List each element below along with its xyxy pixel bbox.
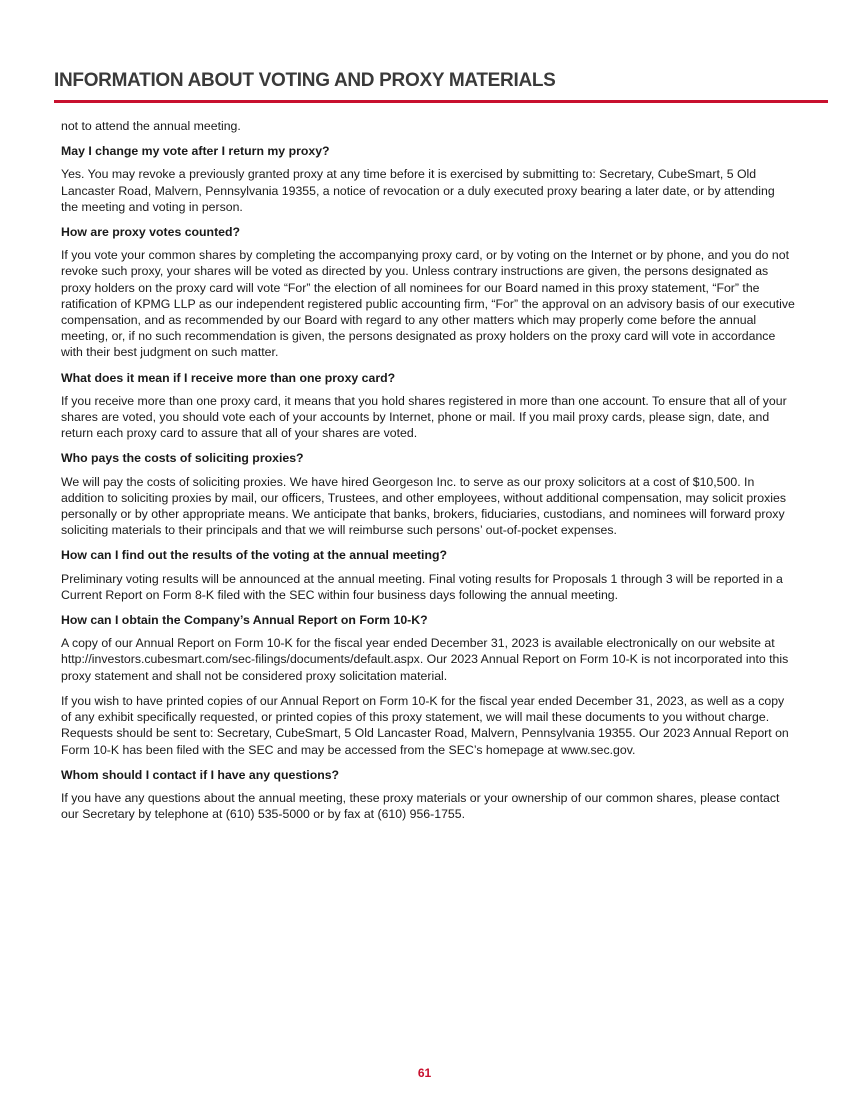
answer-annual-report-online: A copy of our Annual Report on Form 10-K for the fiscal year ended December 31, 2023 is available electronically on our website at http://investors.cubesmart.com/sec-filings/documents/default.aspx. Our 2023 Annual Report on Form 10-K is not incorporated into this proxy statement and shall not be considered proxy solicitation material. xyxy=(61,636,789,683)
question-change-vote: May I change my vote after I return my proxy? xyxy=(61,144,330,159)
answer-voting-results: Preliminary voting results will be announced at the annual meeting. Final voting results for Proposals 1 through 3 will be reported in a Current Report on Form 8-K filed with the SEC within four business days following the annual meeting. xyxy=(61,571,783,602)
question-annual-report: How can I obtain the Company’s Annual Report on Form 10-K? xyxy=(61,613,428,628)
question-votes-counted: How are proxy votes counted? xyxy=(61,225,241,240)
document-body xyxy=(61,118,795,831)
answer-change-vote: Yes. You may revoke a previously granted proxy at any time before it is exercised by submitting to: Secretary, CubeSmart, 5 Old Lancaster Road, Malvern, Pennsylvania 19355, a notice of revocation or a duly executed proxy bearing a later date, or by attending the meeting and voting in person. xyxy=(61,167,775,214)
header-divider xyxy=(54,100,828,103)
question-contact: Whom should I contact if I have any questions? xyxy=(61,767,340,782)
answer-votes-counted: If you vote your common shares by completing the accompanying proxy card, or by voting on the Internet or by phone, and you do not revoke such proxy, your shares will be voted as directed by you. Unless contrary instructions are given, the persons designated as proxy holders on the proxy card will vote “For” the election of all nominees for our Board named in this proxy statement, “For” the ratification of KPMG LLP as our independent registered public accounting firm, “For” the approval on an advisory basis of our executive compensation, and as recommended by our Board with regard to any other matters which may properly come before the annual meeting, or, if no such recommendation is given, the persons designated as proxy holders on the proxy card will vote in accordance with their best judgment on such matter. xyxy=(61,248,795,360)
answer-contact: If you have any questions about the annual meeting, these proxy materials or your ownership of our common shares, please contact our Secretary by telephone at (610) 535-5000 or by fax at (610) 956-1755. xyxy=(61,790,780,822)
section-title: INFORMATION ABOUT VOTING AND PROXY MATERIALS xyxy=(54,70,556,91)
answer-annual-report-printed: If you wish to have printed copies of our Annual Report on Form 10-K for the fiscal year ended December 31, 2023, as well as a copy of any exhibit specifically requested, or printed copies of this proxy statement, we will mail these documents to you without charge. Requests should be sent to: Secretary, CubeSmart, 5 Old Lancaster Road, Malvern, Pennsylvania 19355. Our 2023 Annual Report on Form 10-K has been filed with the SEC and may be accessed from the SEC’s homepage at www.sec.gov. xyxy=(61,693,789,757)
question-voting-results: How can I find out the results of the voting at the annual meeting? xyxy=(61,548,448,563)
continuation-text: not to attend the annual meeting. xyxy=(61,119,241,133)
question-soliciting-costs: Who pays the costs of soliciting proxies? xyxy=(61,451,304,466)
answer-multiple-cards: If you receive more than one proxy card, it means that you hold shares registered in more than one account. To ensure that all of your shares are voted, you should vote each of your accounts by Internet, phone or mail. If you mail proxy cards, please sign, date, and return each proxy card to assure that all of your shares are voted. xyxy=(61,393,787,441)
question-multiple-cards: What does it mean if I receive more than one proxy card? xyxy=(61,370,396,385)
section-header xyxy=(54,68,828,94)
answer-soliciting-costs: We will pay the costs of soliciting proxies. We have hired Georgeson Inc. to serve as our proxy solicitors at a cost of $10,500. In addition to soliciting proxies by mail, our officers, Trustees, and other employees, without additional compensation, may solicit proxies personally or by other appropriate means. We anticipate that banks, brokers, fiduciaries, custodians, and nominees will forward proxy soliciting materials to their principals and that we will reimburse such persons’ out-of-pocket expenses. xyxy=(61,474,786,538)
page-number: 61 xyxy=(417,1066,432,1080)
